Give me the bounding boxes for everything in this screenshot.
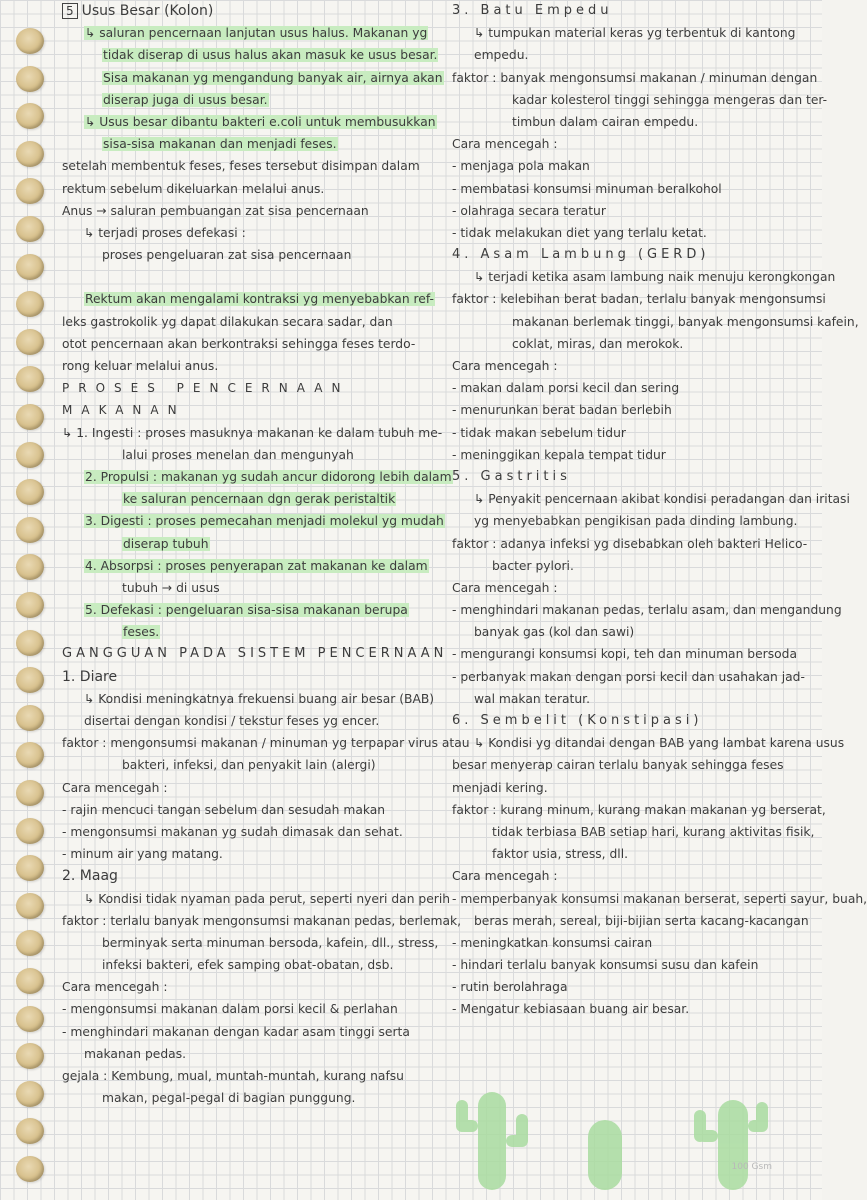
note-text: otot pencernaan akan berkontraksi sehingga feses terdo- bbox=[62, 336, 416, 351]
note-line bbox=[452, 133, 818, 155]
binding-hole bbox=[16, 28, 44, 54]
note-text: faktor : kurang minum, kurang makan makanan yg berserat, bbox=[452, 802, 826, 817]
note-text: berminyak serta minuman bersoda, kafein, dll., stress, bbox=[102, 935, 439, 950]
binding-hole bbox=[16, 968, 44, 994]
binding-hole bbox=[16, 517, 44, 543]
note-line bbox=[62, 533, 440, 555]
note-text: faktor usia, stress, dll. bbox=[492, 847, 629, 862]
binding-hole bbox=[16, 291, 44, 317]
binding-hole bbox=[16, 780, 44, 806]
note-line bbox=[452, 599, 842, 621]
note-text: 2. Maag bbox=[62, 868, 118, 885]
note-line bbox=[452, 732, 845, 754]
note-line bbox=[452, 288, 826, 310]
note-line bbox=[452, 311, 859, 333]
note-line bbox=[62, 44, 440, 66]
note-line bbox=[62, 599, 440, 621]
binding-hole bbox=[16, 742, 44, 768]
note-line bbox=[62, 976, 440, 998]
binding-hole bbox=[16, 103, 44, 129]
note-line bbox=[452, 577, 818, 599]
note-line bbox=[452, 976, 818, 998]
binding-hole bbox=[16, 667, 44, 693]
note-line bbox=[62, 0, 440, 22]
note-line bbox=[62, 333, 440, 355]
note-text: ↳ saluran pencernaan lanjutan usus halus. Makanan yg bbox=[85, 26, 428, 41]
note-text: Usus Besar (Kolon) bbox=[81, 3, 214, 19]
note-text: - Mengatur kebiasaan buang air besar. bbox=[452, 1002, 690, 1017]
note-line bbox=[452, 466, 818, 488]
binding-hole bbox=[16, 366, 44, 392]
note-line bbox=[62, 621, 440, 643]
note-line bbox=[452, 178, 818, 200]
note-text: tidak terbiasa BAB setiap hari, kurang aktivitas fisik, bbox=[492, 824, 815, 839]
binding-hole bbox=[16, 592, 44, 618]
note-line bbox=[62, 1065, 440, 1087]
note-text: 5. Defekasi : pengeluaran sisa-sisa makanan berupa bbox=[85, 603, 408, 618]
note-line bbox=[452, 244, 818, 266]
note-text: yg menyebabkan pengikisan pada dinding lambung. bbox=[474, 514, 798, 529]
note-text: coklat, miras, dan merokok. bbox=[512, 336, 684, 351]
note-line bbox=[62, 422, 443, 444]
binding-hole bbox=[16, 1081, 44, 1107]
note-text: - rajin mencuci tangan sebelum dan sesudah makan bbox=[62, 802, 386, 817]
note-line bbox=[452, 200, 818, 222]
binding-hole bbox=[16, 893, 44, 919]
note-line bbox=[62, 244, 440, 266]
note-line bbox=[452, 533, 818, 555]
note-text: faktor : mengonsumsi makanan / minuman yg terpapar virus atau bbox=[62, 736, 470, 751]
note-text: Cara mencegah : bbox=[452, 580, 558, 595]
note-line bbox=[452, 0, 818, 22]
note-text: timbun dalam cairan empedu. bbox=[512, 114, 699, 129]
note-text: makanan pedas. bbox=[84, 1046, 187, 1061]
note-line bbox=[452, 111, 818, 133]
binding-hole bbox=[16, 855, 44, 881]
note-text: - tidak melakukan diet yang terlalu ketat. bbox=[452, 225, 707, 240]
note-line bbox=[452, 910, 818, 932]
note-text: ↳ Penyakit pencernaan akibat kondisi peradangan dan iritasi bbox=[474, 492, 850, 507]
note-text: - rutin berolahraga bbox=[452, 980, 568, 995]
note-text: - menurunkan berat badan berlebih bbox=[452, 403, 672, 418]
note-text: ↳ terjadi ketika asam lambung naik menuju kerongkongan bbox=[474, 270, 836, 285]
binding-hole bbox=[16, 1118, 44, 1144]
note-line bbox=[62, 510, 444, 532]
note-text: GANGGUAN PADA SISTEM PENCERNAAN bbox=[62, 646, 448, 662]
binding-hole bbox=[16, 141, 44, 167]
note-text: sisa-sisa makanan dan menjadi feses. bbox=[103, 137, 337, 152]
note-line bbox=[62, 777, 440, 799]
note-line bbox=[62, 288, 440, 310]
note-text: - olahraga secara teratur bbox=[452, 203, 606, 218]
note-text: setelah membentuk feses, feses tersebut disimpan dalam bbox=[62, 159, 420, 174]
note-text: ↳ terjadi proses defekasi : bbox=[84, 225, 246, 240]
note-line bbox=[62, 311, 440, 333]
note-text: ↳ 1. Ingesti : proses masuknya makanan ke dalam tubuh me- bbox=[62, 425, 443, 440]
paper-watermark: 100 Gsm bbox=[731, 1162, 772, 1172]
note-text: - memperbanyak konsumsi makanan berserat, seperti sayur, buah, bbox=[452, 891, 867, 906]
note-text: faktor : banyak mengonsumsi makanan / minuman dengan bbox=[452, 70, 818, 85]
note-text: - perbanyak makan dengan porsi kecil dan usahakan jad- bbox=[452, 669, 805, 684]
note-line bbox=[62, 799, 440, 821]
binding-hole bbox=[16, 630, 44, 656]
note-text: wal makan teratur. bbox=[474, 691, 591, 706]
note-line bbox=[62, 133, 440, 155]
note-line bbox=[452, 355, 818, 377]
note-line bbox=[62, 577, 440, 599]
note-text: Cara mencegah : bbox=[452, 869, 558, 884]
note-line bbox=[62, 932, 440, 954]
note-text: ↳ Usus besar dibantu bakteri e.coli untuk membusukkan bbox=[85, 114, 436, 129]
binding-hole bbox=[16, 1156, 44, 1182]
note-text: tubuh → di usus bbox=[122, 580, 220, 595]
note-text: infeksi bakteri, efek samping obat-obatan, dsb. bbox=[102, 958, 394, 973]
note-line bbox=[62, 954, 440, 976]
note-line bbox=[452, 643, 818, 665]
note-text: menjadi kering. bbox=[452, 780, 548, 795]
note-line bbox=[62, 843, 440, 865]
note-line bbox=[452, 399, 818, 421]
note-line bbox=[452, 510, 818, 532]
binding-hole bbox=[16, 479, 44, 505]
note-text: ↳ Kondisi meningkatnya frekuensi buang air besar (BAB) bbox=[84, 691, 435, 706]
note-line bbox=[452, 377, 818, 399]
note-text: rong keluar melalui anus. bbox=[62, 359, 219, 373]
note-line bbox=[62, 89, 440, 111]
note-line bbox=[62, 998, 440, 1020]
note-text: ↳ tumpukan material keras yg terbentuk di kantong bbox=[474, 26, 796, 41]
note-text: - membatasi konsumsi minuman beralkohol bbox=[452, 181, 722, 196]
note-text: 2. Propulsi : makanan yg sudah ancur didorong lebih dalam bbox=[85, 469, 452, 484]
note-line bbox=[452, 67, 818, 89]
note-line bbox=[452, 266, 836, 288]
note-text: 1. Diare bbox=[62, 668, 118, 685]
note-text: lalui proses menelan dan mengunyah bbox=[122, 447, 354, 462]
note-text: beras merah, sereal, biji-bijian serta kacang-kacangan bbox=[474, 913, 809, 928]
binding-hole bbox=[16, 404, 44, 430]
note-text: banyak gas (kol dan sawi) bbox=[474, 625, 635, 640]
note-text: gejala : Kembung, mual, muntah-muntah, kurang nafsu bbox=[62, 1069, 404, 1083]
note-line bbox=[62, 266, 440, 288]
note-line bbox=[452, 89, 828, 111]
note-text: bacter pylori. bbox=[492, 558, 574, 573]
note-text: 4. Absorpsi : proses penyerapan zat makanan ke dalam bbox=[85, 558, 428, 573]
note-line bbox=[62, 155, 440, 177]
note-text: - menjaga pola makan bbox=[452, 159, 590, 174]
note-text: diserap juga di usus besar. bbox=[103, 92, 268, 107]
note-text: Cara mencegah : bbox=[452, 137, 558, 152]
note-line bbox=[452, 333, 818, 355]
left-column bbox=[62, 0, 470, 1109]
spiral-binding bbox=[0, 0, 60, 1200]
binding-hole bbox=[16, 1043, 44, 1069]
note-text: leks gastrokolik yg dapat dilakukan secara sadar, dan bbox=[62, 314, 393, 329]
note-text: Anus → saluran pembuangan zat sisa pencernaan bbox=[62, 203, 369, 218]
note-line bbox=[62, 222, 440, 244]
note-text: kadar kolesterol tinggi sehingga mengeras dan ter- bbox=[512, 92, 828, 107]
binding-hole bbox=[16, 216, 44, 242]
note-line bbox=[452, 488, 850, 510]
note-line bbox=[452, 888, 867, 910]
note-text: ↳ Kondisi tidak nyaman pada perut, seperti nyeri dan perih bbox=[84, 891, 451, 906]
binding-hole bbox=[16, 930, 44, 956]
binding-hole bbox=[16, 818, 44, 844]
note-line bbox=[452, 666, 818, 688]
note-text: faktor : adanya infeksi yg disebabkan oleh bakteri Helico- bbox=[452, 536, 808, 551]
note-line bbox=[62, 865, 440, 887]
binding-hole bbox=[16, 254, 44, 280]
note-text: - makan dalam porsi kecil dan sering bbox=[452, 381, 680, 396]
note-line bbox=[62, 888, 451, 910]
note-line bbox=[62, 666, 440, 688]
note-text: 3. Batu Empedu bbox=[452, 3, 613, 18]
note-line bbox=[62, 200, 440, 222]
note-text: faktor : kelebihan berat badan, terlalu banyak mengonsumsi bbox=[452, 292, 826, 307]
note-text: Sisa makanan yg mengandung banyak air, airnya akan bbox=[103, 70, 443, 85]
note-line bbox=[62, 355, 440, 377]
note-line bbox=[452, 621, 818, 643]
note-text: - menghindari makanan dengan kadar asam tinggi serta bbox=[62, 1024, 410, 1039]
note-line bbox=[452, 865, 818, 887]
note-line bbox=[62, 821, 440, 843]
note-text: 6. Sembelit (Konstipasi) bbox=[452, 713, 703, 728]
note-line bbox=[62, 1087, 440, 1109]
note-text: disertai dengan kondisi / tekstur feses yg encer. bbox=[84, 714, 380, 728]
note-line bbox=[62, 1043, 440, 1065]
note-text: empedu. bbox=[474, 48, 529, 63]
note-line bbox=[452, 777, 818, 799]
note-text: makan, pegal-pegal di bagian punggung. bbox=[102, 1091, 356, 1106]
note-text: ke saluran pencernaan dgn gerak peristaltik bbox=[123, 492, 396, 507]
binding-hole bbox=[16, 442, 44, 468]
note-line bbox=[62, 488, 440, 510]
note-text: ↳ Kondisi yg ditandai dengan BAB yang lambat karena usus bbox=[474, 736, 845, 751]
note-line bbox=[62, 67, 443, 89]
note-line bbox=[62, 377, 440, 399]
note-line bbox=[62, 399, 440, 421]
note-text: Rektum akan mengalami kontraksi yg menyebabkan ref- bbox=[85, 292, 434, 307]
note-line bbox=[62, 444, 440, 466]
note-line bbox=[452, 688, 818, 710]
note-line bbox=[452, 22, 818, 44]
cactus-doodles bbox=[448, 1080, 778, 1190]
section-number: 5 bbox=[62, 3, 78, 19]
note-line bbox=[62, 22, 440, 44]
note-line bbox=[452, 843, 818, 865]
note-line bbox=[452, 44, 818, 66]
note-text: - minum air yang matang. bbox=[62, 847, 223, 862]
note-text: - mengonsumsi makanan dalam porsi kecil & perlahan bbox=[62, 1002, 398, 1017]
note-line bbox=[452, 422, 818, 444]
note-text: 4. Asam Lambung (GERD) bbox=[452, 247, 710, 263]
note-line bbox=[452, 932, 818, 954]
note-line bbox=[62, 555, 440, 577]
note-text: feses. bbox=[123, 625, 160, 640]
note-text: MAKANAN bbox=[62, 403, 186, 418]
note-text: bakteri, infeksi, dan penyakit lain (alergi) bbox=[122, 758, 376, 773]
note-line bbox=[62, 754, 440, 776]
note-line bbox=[62, 910, 462, 932]
note-line bbox=[62, 178, 440, 200]
note-text: besar menyerap cairan terlalu banyak sehingga feses bbox=[452, 758, 784, 773]
binding-hole bbox=[16, 705, 44, 731]
note-line bbox=[452, 998, 818, 1020]
note-text: - menghindari makanan pedas, terlalu asam, dan mengandung bbox=[452, 603, 842, 618]
binding-hole bbox=[16, 329, 44, 355]
note-line bbox=[452, 555, 818, 577]
note-text: tidak diserap di usus halus akan masuk ke usus besar. bbox=[103, 48, 438, 63]
binding-hole bbox=[16, 554, 44, 580]
note-text: - mengurangi konsumsi kopi, teh dan minuman bersoda bbox=[452, 647, 797, 662]
note-text: - meningkatkan konsumsi cairan bbox=[452, 935, 653, 950]
note-text: 5. Gastritis bbox=[452, 468, 571, 484]
note-text: Cara mencegah : bbox=[452, 359, 558, 373]
binding-hole bbox=[16, 178, 44, 204]
note-line bbox=[452, 444, 818, 466]
note-text: PROSES PENCERNAAN bbox=[62, 381, 350, 396]
note-text: faktor : terlalu banyak mengonsumsi makanan pedas, berlemak, bbox=[62, 913, 462, 928]
binding-hole bbox=[16, 66, 44, 92]
note-text: diserap tubuh bbox=[123, 536, 209, 551]
note-line bbox=[62, 732, 470, 754]
note-text: - tidak makan sebelum tidur bbox=[452, 425, 626, 440]
note-line bbox=[62, 466, 452, 488]
note-text: - mengonsumsi makanan yg sudah dimasak dan sehat. bbox=[62, 824, 403, 839]
right-column bbox=[452, 0, 867, 1021]
note-text: - meninggikan kepala tempat tidur bbox=[452, 447, 666, 462]
note-line bbox=[62, 710, 440, 732]
note-text: - hindari terlalu banyak konsumsi susu dan kafein bbox=[452, 958, 759, 973]
note-text: Cara mencegah : bbox=[62, 980, 168, 995]
note-line bbox=[452, 222, 818, 244]
note-text: proses pengeluaran zat sisa pencernaan bbox=[102, 248, 352, 263]
note-line bbox=[62, 1021, 440, 1043]
note-line bbox=[452, 754, 818, 776]
note-line bbox=[452, 155, 818, 177]
note-line bbox=[62, 688, 440, 710]
note-text: Cara mencegah : bbox=[62, 780, 168, 795]
note-text: makanan berlemak tinggi, banyak mengonsumsi kafein, bbox=[512, 314, 859, 329]
note-line bbox=[452, 821, 818, 843]
note-text: 3. Digesti : proses pemecahan menjadi molekul yg mudah bbox=[85, 514, 444, 529]
note-text: rektum sebelum dikeluarkan melalui anus. bbox=[62, 181, 325, 196]
note-line bbox=[452, 710, 818, 732]
note-line bbox=[452, 954, 818, 976]
note-line bbox=[62, 643, 448, 665]
note-line bbox=[62, 111, 440, 133]
note-line bbox=[452, 799, 826, 821]
binding-hole bbox=[16, 1006, 44, 1032]
